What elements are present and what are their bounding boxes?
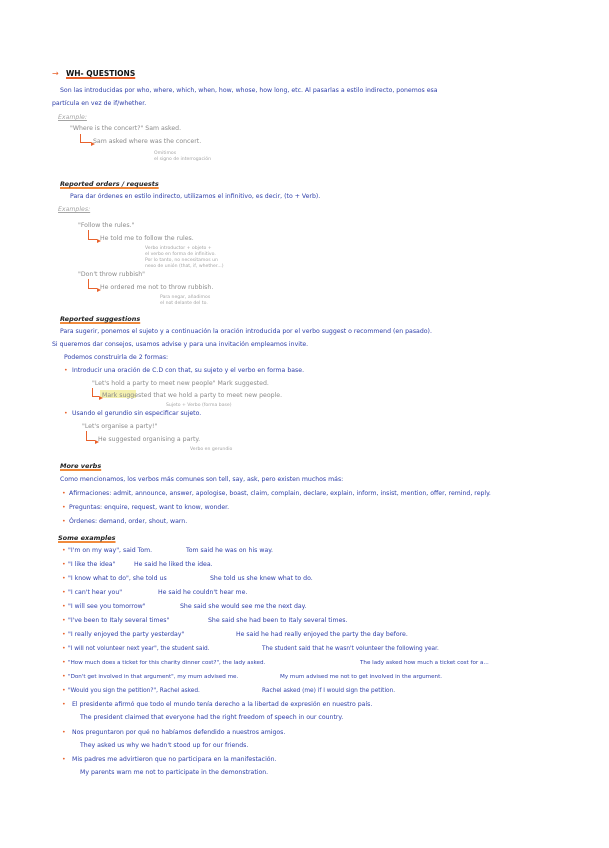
reported-arrow-icon [88,230,97,240]
suggestions-intro-2: Si queremos dar consejos, usamos advise y para una invitación empleamos invite. [52,341,309,348]
wh-note-2: el signo de interrogación [154,157,212,162]
example-answer: She said she would see me the next day. [180,603,307,610]
bullet-icon: • [62,575,66,582]
orders-title: Reported orders / requests [60,180,159,188]
example-quote: "I really enjoyed the party yesterday" [68,631,185,638]
example-answer: She told us she knew what to do. [210,575,313,582]
more-verbs-intro: Como mencionamos, los verbos más comunes son tell, say, ask, pero existen muchos más: [60,476,344,483]
orders-note-2b: el not delante del to. [160,301,208,306]
reported-arrow-icon [80,134,91,143]
suggestions-intro-3: Podemos construirla de 2 formas: [64,354,169,361]
reported-arrow-icon [88,279,97,289]
suggestion-example-2: "Let's organise a party!" [82,423,158,430]
orders-reported-1: He told me to follow the rules. [100,235,194,242]
bullet-icon: • [62,504,66,511]
suggestions-title: Reported suggestions [60,315,141,323]
orders-examples-label: Examples: [58,206,91,213]
suggestion-reported-1: Mark suggested that we hold a party to meet new people. [102,392,283,399]
bullet-icon: • [62,729,66,736]
bullet-icon: • [62,673,66,680]
suggestion-bullet-2: Usando el gerundio sin especificar sujeto. [72,410,202,417]
example-answer: The student said that he wasn't volunteer the following year. [262,646,439,652]
bullet-icon: • [64,410,68,417]
bullet-icon: • [62,659,66,666]
bullet-icon: • [62,589,66,596]
example-answer: He said he had really enjoyed the party the day before. [236,631,408,638]
translation-en-1: The president claimed that everyone had the right freedom of speech in our country. [80,714,344,721]
orders-note-1d: nexo de unión (that, if, whether...) [145,264,224,269]
bullet-icon: • [64,367,68,374]
example-quote: "I know what to do", she told us [68,575,167,582]
bullet-icon: • [62,701,66,708]
example-answer: She said she had been to Italy several times. [208,617,348,624]
example-quote: "I'm on my way", said Tom. [68,547,153,554]
translation-es-3: Mis padres me advirtieron que no participara en la manifestación. [72,756,277,763]
translation-en-2: They asked us why we hadn't stood up for our friends. [80,742,249,749]
wh-reported-sentence: Sam asked where was the concert. [93,138,202,145]
orders-note-1b: el verbo en forma de infinitivo. [145,252,216,257]
wh-intro-line2: partícula en vez de if/whether. [52,100,147,107]
bullet-icon: • [62,631,66,638]
example-quote: "How much does a ticket for this charity dinner cost?", the lady asked. [68,660,266,666]
translation-es-2: Nos preguntaron por qué no habíamos defendido a nuestros amigos. [72,729,286,736]
example-quote: "I've been to Italy several times" [68,617,170,624]
suggestion-example-1: "Let's hold a party to meet new people" Mark suggested. [92,380,269,387]
example-answer: He said he couldn't hear me. [158,589,248,596]
bullet-icon: • [62,490,66,497]
title-arrow-glyph: → [52,69,59,78]
orders-note-2a: Para negar, añadimos [160,295,211,300]
reported-arrow-icon [86,431,95,441]
orders-note-1c: Por lo tanto, no necesitamos un [145,258,218,263]
translation-en-3: My parents warn me not to participate in the demonstration. [80,769,269,776]
example-answer: The lady asked how much a ticket cost for a... [360,660,489,666]
bullet-icon: • [62,617,66,624]
example-answer: Tom said he was on his way. [186,547,273,554]
example-answer: He said he liked the idea. [134,561,213,568]
orders-intro: Para dar órdenes en estilo indirecto, utilizamos el infinitivo, es decir, (to + Verb). [70,193,321,200]
example-answer: My mum advised me not to get involved in the argument. [280,674,443,680]
verbs-ordenes: Órdenes: demand, order, shout, warn. [69,518,188,525]
bullet-icon: • [62,603,66,610]
bullet-icon: • [62,561,66,568]
bullet-icon: • [62,645,66,652]
suggestion-bullet-1: Introducir una oración de C.D con that, su sujeto y el verbo en forma base. [72,367,305,374]
translation-es-1: El presidente afirmó que todo el mundo tenía derecho a la libertad de expresión en nuestro país. [72,701,373,708]
reported-arrow-icon [92,388,99,397]
verbs-afirmaciones: Afirmaciones: admit, announce, answer, apologise, boast, claim, complain, declare, explain, inform, insist, mention, offer, remind, reply. [69,490,491,497]
bullet-icon: • [62,687,66,694]
orders-note-1a: Verbo introductor + objeto + [145,246,212,251]
example-quote: "I like the idea" [68,561,116,568]
more-verbs-title: More verbs [60,462,102,470]
bullet-icon: • [62,518,66,525]
bullet-icon: • [62,547,66,554]
wh-note-1: Omitimos [154,151,177,156]
orders-example-1: "Follow the rules." [78,222,135,229]
orders-example-2: "Don't throw rubbish" [78,271,146,278]
wh-example-sentence: "Where is the concert?" Sam asked. [70,125,182,132]
example-quote: "Don't get involved in that argument", my mum advised me. [68,674,239,680]
suggestion-note-1: Sujeto + Verbo (forma base) [166,403,232,408]
orders-reported-2: He ordered me not to throw rubbish. [100,284,214,291]
verbs-preguntas: Preguntas: enquire, request, want to know, wonder. [69,504,230,511]
example-answer: Rachel asked (me) if I would sign the petition. [262,688,396,694]
suggestions-intro-1: Para sugerir, ponemos el sujeto y a continuación la oración introducida por el verbo suggest o recommend (en pasado). [60,328,432,335]
suggestion-note-2: Verbo en gerundio [190,447,233,452]
suggestion-reported-2: He suggested organising a party. [98,436,201,443]
example-quote: "I can't hear you" [68,589,123,596]
example-quote: "I will not volunteer next year", the student said. [68,646,210,652]
example-quote: "I will see you tomorrow" [68,603,146,610]
wh-intro-line1: Son las introducidas por who, where, which, when, how, whose, how long, etc. Al pasarlas a estilo indirecto, ponemos esa [60,87,438,94]
wh-questions-title: WH- QUESTIONS [66,69,136,78]
bullet-icon: • [62,756,66,763]
example-quote: "Would you sign the petition?", Rachel asked. [68,688,200,694]
wh-example-label: Example: [58,114,87,121]
examples-title: Some examples [58,534,116,542]
